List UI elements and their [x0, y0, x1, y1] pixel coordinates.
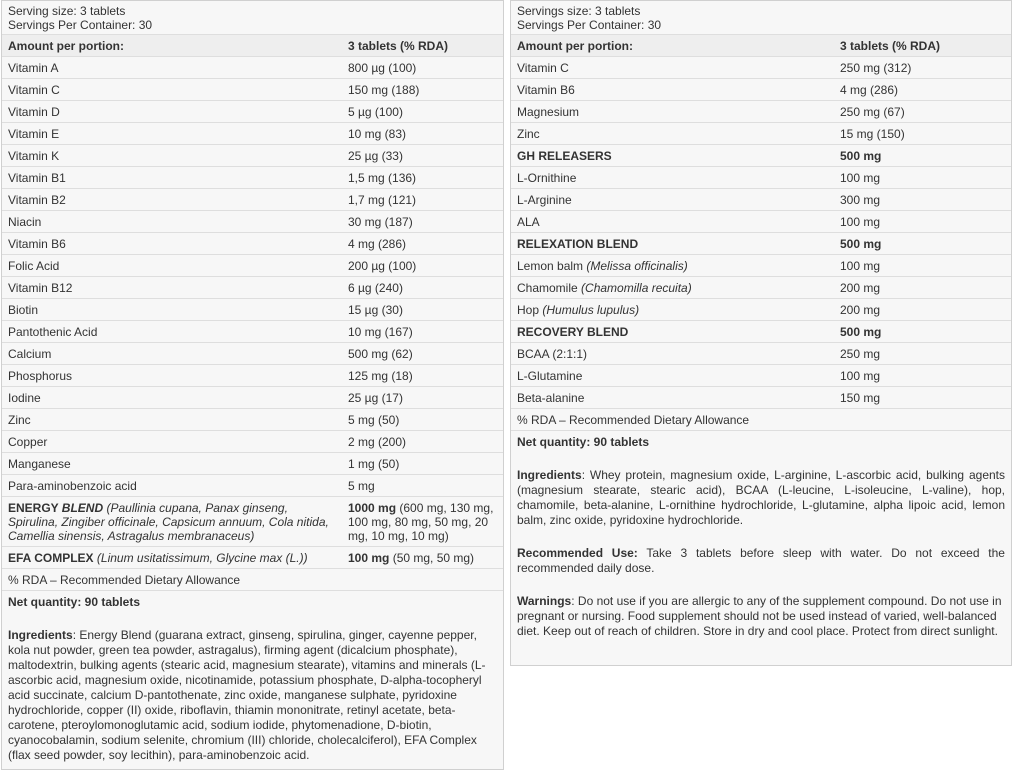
nutrient-name: Manganese [2, 453, 342, 475]
ingredients: Ingredients: Whey protein, magnesium oxide, L-arginine, L-ascorbic acid, bulking agents (magnesium stearate, stearic acid), BCAA (L-leucine, L-isoleucine, L-valine), hop, chamomile, beta-alanine, L-ornithine hydrochloride, L-glutamine, alpha lipoic acid, lemon balm, zinc oxide, pyridoxine hydrochloride. [517, 468, 1005, 527]
efa-complex-amount: 100 mg (50 mg, 50 mg) [342, 547, 503, 569]
nutrient-amount: 500 mg [834, 145, 1011, 167]
table-row [2, 167, 503, 189]
nutrient-name: Folic Acid [2, 255, 342, 277]
table-row [511, 387, 1011, 409]
table-row [511, 343, 1011, 365]
table-row [2, 101, 503, 123]
nutrient-name: Vitamin B6 [2, 233, 342, 255]
nutrient-amount: 5 mg [342, 475, 503, 497]
nutrient-name: Chamomile (Chamomilla recuita) [511, 277, 834, 299]
warnings: Warnings: Do not use if you are allergic to any of the supplement compound. Do not use in pregnant or nursing. Food supplement should not be used instead of varied, well-balanced diet. Keep out of reach of children. Store in dry and cool place. Protect from direct sunlight. [517, 594, 1002, 638]
nutrient-amount: 200 µg (100) [342, 255, 503, 277]
nutrient-amount: 250 mg (67) [834, 101, 1011, 123]
nutrient-name: Vitamin C [511, 57, 834, 79]
nutrient-name: Copper [2, 431, 342, 453]
nutrient-amount: 10 mg (83) [342, 123, 503, 145]
nutrient-name: Iodine [2, 387, 342, 409]
table-row [511, 365, 1011, 387]
nutrient-amount: 25 µg (17) [342, 387, 503, 409]
table-row [2, 387, 503, 409]
blend-header-row [511, 321, 1011, 343]
nutrient-name: GH RELEASERS [511, 145, 834, 167]
net-quantity: Net quantity: 90 tablets [511, 430, 1011, 468]
header-rda: 3 tablets (% RDA) [834, 35, 1011, 57]
nutrient-name: RELEXATION BLEND [511, 233, 834, 255]
rda-note-row [511, 409, 1011, 431]
rda-note: % RDA – Recommended Dietary Allowance [2, 569, 503, 591]
serving-info [2, 1, 503, 34]
rda-note-row [2, 569, 503, 591]
nutrition-table [2, 34, 503, 590]
table-row [2, 321, 503, 343]
energy-blend-name: ENERGY BLEND (Paullinia cupana, Panax ginseng, Spirulina, Zingiber officinale, Capsicum annuum, Cola nitida, Camellia sinensis, Astragalus membranaceus) [2, 497, 342, 547]
ingredients: Ingredients: Energy Blend (guarana extract, ginseng, spirulina, ginger, cayenne pepper, kola nut powder, green tea powder, astragalus), firming agent (dicalcium phosphate), maltodextrin, bulking agents (stearic acid, magnesium stearate), vitamins and minerals (L-ascorbic acid, magnesium oxide, nicotinamide, potassium phosphate, D-alpha-tocopheryl acid succinate, calcium D-pantothenate, zinc oxide, manganese sulphate, pyridoxine hydrochloride, copper (II) oxide, riboflavin, thiamin mononitrate, retinyl acetate, beta-carotene, pteroylomonoglutamic acid, sodium iodide, phytomenadione, D-biotin, cyanocobalamin, sodium selenite, chromium (III) chloride, cholecalciferol), EFA Complex (flax seed powder, soy lecithin), para-aminobenzoic acid. [8, 628, 486, 762]
nutrient-amount: 150 mg (188) [342, 79, 503, 101]
nutrient-amount: 2 mg (200) [342, 431, 503, 453]
table-row [2, 211, 503, 233]
table-row [511, 255, 1011, 277]
nutrient-amount: 200 mg [834, 277, 1011, 299]
nutrient-amount: 5 mg (50) [342, 409, 503, 431]
nutrient-amount: 15 mg (150) [834, 123, 1011, 145]
nutrient-name: Vitamin C [2, 79, 342, 101]
nutrient-name: Vitamin E [2, 123, 342, 145]
nutrient-name: BCAA (2:1:1) [511, 343, 834, 365]
table-row [2, 343, 503, 365]
table-row [2, 79, 503, 101]
nutrient-name: Calcium [2, 343, 342, 365]
table-row [2, 453, 503, 475]
nutrient-amount: 4 mg (286) [342, 233, 503, 255]
table-row [2, 57, 503, 79]
nutrient-name: Hop (Humulus lupulus) [511, 299, 834, 321]
nutrient-amount: 800 µg (100) [342, 57, 503, 79]
nutrient-amount: 4 mg (286) [834, 79, 1011, 101]
header-amount: Amount per portion: [2, 35, 342, 57]
nutrient-amount: 125 mg (18) [342, 365, 503, 387]
nutrient-name: ALA [511, 211, 834, 233]
nutrient-name: L-Ornithine [511, 167, 834, 189]
table-row [511, 123, 1011, 145]
nutrient-amount: 100 mg [834, 167, 1011, 189]
nutrient-name: Beta-alanine [511, 387, 834, 409]
nutrient-name: L-Arginine [511, 189, 834, 211]
nutrient-amount: 250 mg (312) [834, 57, 1011, 79]
nutrient-amount: 100 mg [834, 365, 1011, 387]
nutrient-name: Magnesium [511, 101, 834, 123]
header-amount: Amount per portion: [511, 35, 834, 57]
nutrient-amount: 1,5 mg (136) [342, 167, 503, 189]
serving-size: Servings size: 3 tablets [517, 4, 641, 18]
nutrient-amount: 500 mg [834, 233, 1011, 255]
table-row [2, 475, 503, 497]
energy-blend-amount: 1000 mg (600 mg, 130 mg, 100 mg, 80 mg, 50 mg, 20 mg, 10 mg, 10 mg) [342, 497, 503, 547]
rda-note: % RDA – Recommended Dietary Allowance [511, 409, 1011, 431]
nutrient-amount: 500 mg (62) [342, 343, 503, 365]
nutrient-name: Vitamin D [2, 101, 342, 123]
table-row [2, 145, 503, 167]
nutrient-amount: 6 µg (240) [342, 277, 503, 299]
table-row [2, 255, 503, 277]
nutrient-amount: 300 mg [834, 189, 1011, 211]
nutrient-name: Zinc [511, 123, 834, 145]
nutrient-amount: 150 mg [834, 387, 1011, 409]
header-rda: 3 tablets (% RDA) [342, 35, 503, 57]
nutrient-name: Phosphorus [2, 365, 342, 387]
nutrient-amount: 1 mg (50) [342, 453, 503, 475]
serving-info [511, 1, 1011, 34]
recommended-use: Recommended Use: Take 3 tablets before sleep with water. Do not exceed the recommended daily dose. [517, 546, 1005, 575]
nutrient-name: Lemon balm (Melissa officinalis) [511, 255, 834, 277]
efa-complex-name: EFA COMPLEX (Linum usitatissimum, Glycine max (L.)) [2, 547, 342, 569]
table-row [511, 57, 1011, 79]
table-header [2, 35, 503, 57]
right-nutrition-panel [510, 0, 1012, 666]
serving-size: Serving size: 3 tablets [8, 4, 126, 18]
nutrient-amount: 25 µg (33) [342, 145, 503, 167]
table-row [511, 79, 1011, 101]
energy-blend-row [2, 497, 503, 547]
table-row [2, 431, 503, 453]
table-row [511, 277, 1011, 299]
table-row [2, 277, 503, 299]
table-row [511, 189, 1011, 211]
nutrient-name: Vitamin K [2, 145, 342, 167]
nutrient-amount: 1,7 mg (121) [342, 189, 503, 211]
table-row [2, 409, 503, 431]
net-quantity: Net quantity: 90 tablets [2, 590, 503, 628]
servings-per-container: Servings Per Container: 30 [517, 18, 662, 32]
table-row [511, 211, 1011, 233]
nutrient-name: Vitamin B6 [511, 79, 834, 101]
efa-complex-row [2, 547, 503, 569]
left-nutrition-panel [1, 0, 504, 770]
nutrient-amount: 200 mg [834, 299, 1011, 321]
table-row [511, 299, 1011, 321]
nutrient-amount: 15 µg (30) [342, 299, 503, 321]
nutrient-name: Vitamin B1 [2, 167, 342, 189]
nutrient-amount: 100 mg [834, 255, 1011, 277]
table-row [2, 365, 503, 387]
nutrient-amount: 100 mg [834, 211, 1011, 233]
blend-header-row [511, 233, 1011, 255]
nutrient-name: Biotin [2, 299, 342, 321]
nutrition-table [511, 34, 1011, 430]
nutrient-name: L-Glutamine [511, 365, 834, 387]
nutrient-name: Vitamin A [2, 57, 342, 79]
nutrient-amount: 250 mg [834, 343, 1011, 365]
blend-header-row [511, 145, 1011, 167]
table-row [511, 167, 1011, 189]
nutrient-amount: 10 mg (167) [342, 321, 503, 343]
nutrient-name: Vitamin B2 [2, 189, 342, 211]
table-header [511, 35, 1011, 57]
nutrient-name: Zinc [2, 409, 342, 431]
nutrient-name: Para-aminobenzoic acid [2, 475, 342, 497]
nutrient-name: Vitamin B12 [2, 277, 342, 299]
nutrient-amount: 30 mg (187) [342, 211, 503, 233]
nutrient-amount: 500 mg [834, 321, 1011, 343]
nutrient-name: RECOVERY BLEND [511, 321, 834, 343]
nutrient-name: Pantothenic Acid [2, 321, 342, 343]
servings-per-container: Servings Per Container: 30 [8, 18, 153, 32]
table-row [511, 101, 1011, 123]
nutrient-amount: 5 µg (100) [342, 101, 503, 123]
table-row [2, 123, 503, 145]
table-row [2, 233, 503, 255]
nutrient-name: Niacin [2, 211, 342, 233]
table-row [2, 189, 503, 211]
table-row [2, 299, 503, 321]
